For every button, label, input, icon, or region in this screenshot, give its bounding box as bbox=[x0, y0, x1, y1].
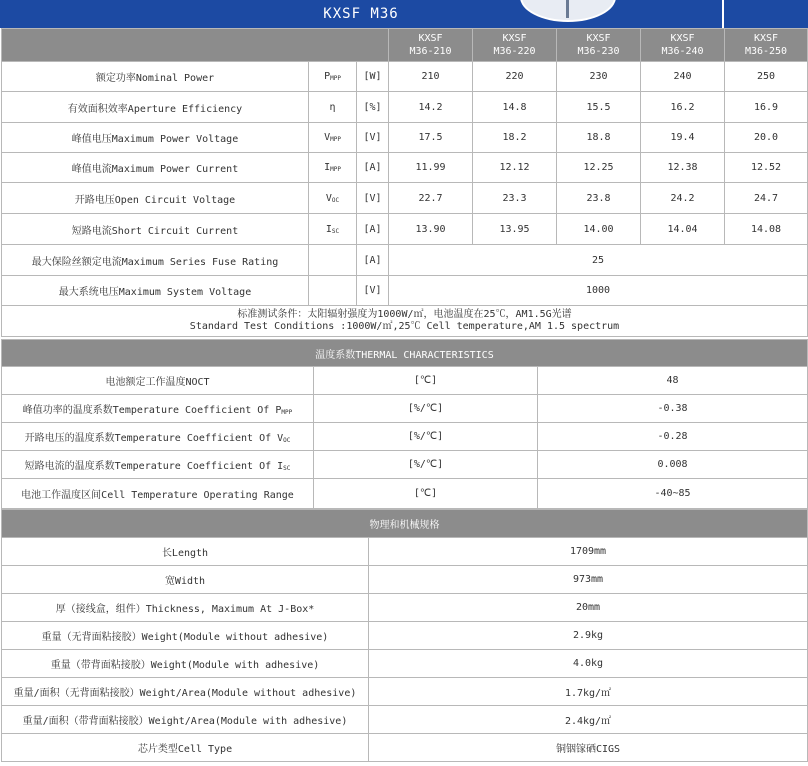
symbol-subscript: OC bbox=[283, 437, 291, 444]
model-header-line: KXSF bbox=[502, 33, 527, 44]
symbol-text: V bbox=[325, 192, 332, 204]
param-value bbox=[389, 183, 473, 214]
thermal-unit-text: [℃] bbox=[413, 375, 438, 386]
symbol-text: 电池工作温度区间Cell Temperature Operating Range bbox=[21, 490, 294, 501]
physical-value bbox=[369, 706, 808, 734]
param-value bbox=[557, 153, 641, 183]
symbol-text: 开路电压的温度系数Temperature Coefficient Of V bbox=[24, 433, 284, 444]
model-header-line: KXSF bbox=[418, 33, 443, 44]
physical-value bbox=[369, 678, 808, 706]
param-value-text: 14.04 bbox=[667, 223, 698, 235]
param-row bbox=[2, 62, 808, 92]
param-unit bbox=[357, 276, 389, 306]
param-label-text: 峰值电压Maximum Power Voltage bbox=[71, 134, 239, 145]
param-label bbox=[2, 153, 309, 183]
model-header-line: KXSF bbox=[670, 33, 695, 44]
param-unit bbox=[357, 214, 389, 245]
physical-label bbox=[2, 678, 369, 706]
param-value-text: 13.90 bbox=[415, 223, 446, 235]
param-unit bbox=[357, 92, 389, 123]
model-header bbox=[557, 29, 641, 62]
model-header-line: KXSF bbox=[753, 33, 779, 44]
model-header-line: M36-250 bbox=[744, 46, 788, 57]
thermal-value bbox=[538, 367, 808, 395]
param-unit-text: [%] bbox=[363, 101, 382, 113]
physical-row bbox=[2, 594, 808, 622]
param-label-text: 短路电流Short Circuit Current bbox=[71, 225, 239, 237]
physical-label-text: 重量/面积（无背面粘接胶）Weight/Area(Module without adhesive) bbox=[13, 688, 357, 699]
thermal-value-text: -0.38 bbox=[657, 403, 688, 414]
param-value-text: 19.4 bbox=[670, 132, 695, 143]
physical-row bbox=[2, 622, 808, 650]
param-value bbox=[641, 153, 725, 183]
models-row bbox=[2, 29, 808, 62]
thermal-value-text: 0.008 bbox=[657, 459, 688, 470]
physical-value bbox=[369, 594, 808, 622]
param-value-merged-text: 1000 bbox=[585, 285, 611, 296]
param-value bbox=[389, 153, 473, 183]
model-header bbox=[473, 29, 557, 62]
header-bar-right bbox=[724, 0, 808, 28]
test-conditions-en: Standard Test Conditions :1000W/㎡,25℃ Cell temperature,AM 1.5 spectrum bbox=[189, 321, 620, 332]
param-value-merged bbox=[389, 245, 808, 276]
symbol-text: I bbox=[325, 223, 332, 235]
physical-label bbox=[2, 734, 369, 762]
model-header bbox=[389, 29, 473, 62]
param-value bbox=[389, 92, 473, 123]
thermal-label bbox=[2, 451, 314, 479]
param-value bbox=[557, 183, 641, 214]
physical-row bbox=[2, 706, 808, 734]
physical-row bbox=[2, 538, 808, 566]
electrical-table bbox=[1, 28, 808, 337]
physical-label-text: 重量（无背面粘接胶）Weight(Module without adhesive) bbox=[41, 632, 329, 643]
param-value-text: 22.7 bbox=[418, 192, 443, 204]
symbol-text: η bbox=[329, 101, 336, 113]
param-value bbox=[473, 153, 557, 183]
physical-label bbox=[2, 594, 369, 622]
physical-value bbox=[369, 538, 808, 566]
param-symbol bbox=[309, 153, 357, 183]
param-value-text: 11.99 bbox=[415, 162, 446, 173]
thermal-label bbox=[2, 479, 314, 509]
param-value-text: 15.5 bbox=[586, 101, 611, 113]
thermal-section-title-text: 温度系数THERMAL CHARACTERISTICS bbox=[315, 349, 494, 361]
param-label bbox=[2, 92, 309, 123]
param-symbol bbox=[309, 183, 357, 214]
physical-value bbox=[369, 566, 808, 594]
param-unit bbox=[357, 153, 389, 183]
symbol-text: I bbox=[324, 162, 331, 173]
thermal-table bbox=[1, 339, 808, 509]
param-unit bbox=[357, 245, 389, 276]
param-value-text: 230 bbox=[589, 71, 608, 82]
physical-section-title-text: 物理和机械规格 bbox=[369, 520, 440, 531]
thermal-unit bbox=[314, 367, 538, 395]
param-value-text: 14.2 bbox=[418, 101, 443, 113]
symbol-text: 峰值功率的温度系数Temperature Coefficient Of P bbox=[22, 405, 282, 416]
param-row bbox=[2, 123, 808, 153]
param-symbol bbox=[309, 214, 357, 245]
param-value-text: 220 bbox=[505, 71, 524, 82]
symbol-text: P bbox=[324, 71, 331, 82]
param-value bbox=[725, 92, 808, 123]
param-value bbox=[473, 62, 557, 92]
header-title: KXSF M36 bbox=[0, 0, 722, 28]
param-label-text: 最大系统电压Maximum System Voltage bbox=[58, 287, 252, 298]
param-row bbox=[2, 92, 808, 123]
param-row bbox=[2, 183, 808, 214]
param-value-text: 24.7 bbox=[753, 192, 779, 204]
physical-label bbox=[2, 622, 369, 650]
thermal-value bbox=[538, 479, 808, 509]
param-value-text: 14.08 bbox=[750, 223, 782, 235]
model-header-line: KXSF bbox=[586, 33, 611, 44]
symbol-subscript: OC bbox=[331, 196, 340, 204]
thermal-row bbox=[2, 479, 808, 509]
physical-label-text: 重量/面积（带背面粘接胶）Weight/Area(Module with adhesive) bbox=[22, 716, 348, 727]
thermal-section-title bbox=[2, 340, 808, 367]
param-symbol bbox=[309, 92, 357, 123]
param-value bbox=[641, 214, 725, 245]
thermal-unit-text: [%/℃] bbox=[407, 403, 444, 414]
param-label bbox=[2, 214, 309, 245]
param-symbol bbox=[309, 245, 357, 276]
param-value bbox=[473, 214, 557, 245]
param-row bbox=[2, 153, 808, 183]
physical-value-text: 20mm bbox=[575, 602, 601, 613]
param-label-text: 峰值电流Maximum Power Current bbox=[71, 164, 239, 175]
physical-value-text: 2.9kg bbox=[572, 630, 604, 641]
physical-value bbox=[369, 734, 808, 762]
thermal-unit bbox=[314, 479, 538, 509]
param-value bbox=[473, 123, 557, 153]
physical-label-text: 芯片类型Cell Type bbox=[137, 744, 233, 755]
param-unit-text: [A] bbox=[363, 223, 382, 235]
symbol-subscript: MPP bbox=[330, 75, 341, 82]
physical-value-text: 973mm bbox=[572, 574, 604, 585]
param-unit-text: [A] bbox=[363, 254, 382, 266]
param-value-text: 16.9 bbox=[753, 101, 779, 113]
param-unit-text: [V] bbox=[363, 285, 382, 296]
thermal-value bbox=[538, 423, 808, 451]
param-value-merged-text: 25 bbox=[591, 254, 605, 266]
param-unit-text: [V] bbox=[363, 192, 382, 204]
param-unit-text: [W] bbox=[363, 71, 382, 82]
param-label bbox=[2, 123, 309, 153]
param-value-text: 210 bbox=[421, 71, 440, 82]
physical-value-text: 2.4kg/㎡ bbox=[564, 716, 612, 727]
param-value-text: 12.12 bbox=[499, 162, 530, 173]
model-header-line: M36-240 bbox=[661, 46, 704, 57]
param-value-text: 14.00 bbox=[583, 223, 614, 235]
param-value-text: 16.2 bbox=[670, 101, 695, 113]
param-label bbox=[2, 276, 309, 306]
param-value bbox=[389, 214, 473, 245]
thermal-label bbox=[2, 423, 314, 451]
param-value bbox=[641, 92, 725, 123]
physical-label-text: 重量（带背面粘接胶）Weight(Module with adhesive) bbox=[50, 660, 320, 671]
param-value-text: 250 bbox=[756, 71, 776, 82]
symbol-subscript: MPP bbox=[330, 136, 341, 143]
thermal-value bbox=[538, 451, 808, 479]
physical-value bbox=[369, 650, 808, 678]
symbol-subscript: MPP bbox=[330, 166, 341, 173]
physical-section-title bbox=[2, 510, 808, 538]
param-value bbox=[641, 62, 725, 92]
param-symbol bbox=[309, 62, 357, 92]
param-value bbox=[473, 92, 557, 123]
param-value-text: 12.25 bbox=[583, 162, 614, 173]
symbol-subscript: SC bbox=[331, 227, 340, 235]
physical-label bbox=[2, 566, 369, 594]
thermal-row bbox=[2, 395, 808, 423]
thermal-unit-text: [%/℃] bbox=[407, 459, 444, 470]
symbol-subscript: MPP bbox=[281, 409, 293, 416]
param-value bbox=[725, 153, 808, 183]
model-header-line: M36-230 bbox=[577, 46, 620, 57]
thermal-unit bbox=[314, 395, 538, 423]
thermal-row bbox=[2, 367, 808, 395]
param-value-text: 240 bbox=[673, 71, 692, 82]
physical-label bbox=[2, 538, 369, 566]
thermal-unit-text: [%/℃] bbox=[407, 431, 444, 442]
param-value bbox=[641, 123, 725, 153]
physical-row bbox=[2, 734, 808, 762]
physical-label-text: 宽Width bbox=[164, 576, 206, 587]
param-value bbox=[557, 62, 641, 92]
param-symbol bbox=[309, 276, 357, 306]
param-value bbox=[641, 183, 725, 214]
param-value-text: 23.3 bbox=[502, 192, 527, 204]
thermal-value-text: -40~85 bbox=[654, 488, 691, 499]
param-value-text: 13.95 bbox=[499, 223, 530, 235]
param-unit-text: [V] bbox=[363, 132, 382, 143]
param-value-text: 18.2 bbox=[502, 132, 527, 143]
param-value bbox=[725, 123, 808, 153]
param-value-text: 12.52 bbox=[750, 162, 782, 173]
thermal-unit bbox=[314, 423, 538, 451]
param-value-text: 23.8 bbox=[586, 192, 611, 204]
thermal-label bbox=[2, 367, 314, 395]
param-label bbox=[2, 245, 309, 276]
physical-label bbox=[2, 650, 369, 678]
param-value bbox=[725, 62, 808, 92]
param-label-text: 额定功率Nominal Power bbox=[95, 73, 215, 84]
param-label-text: 最大保险丝额定电流Maximum Series Fuse Rating bbox=[31, 256, 279, 268]
symbol-text: 电池额定工作温度NOCT bbox=[105, 377, 210, 388]
param-value bbox=[725, 214, 808, 245]
physical-value-text: 1.7kg/㎡ bbox=[564, 688, 612, 699]
param-value bbox=[389, 62, 473, 92]
param-value bbox=[557, 123, 641, 153]
param-label bbox=[2, 62, 309, 92]
thermal-unit bbox=[314, 451, 538, 479]
param-value-text: 17.5 bbox=[418, 132, 443, 143]
param-value bbox=[389, 123, 473, 153]
param-value-text: 14.8 bbox=[502, 101, 527, 113]
param-unit bbox=[357, 62, 389, 92]
param-label-text: 开路电压Open Circuit Voltage bbox=[74, 194, 236, 206]
physical-row bbox=[2, 678, 808, 706]
physical-row bbox=[2, 566, 808, 594]
param-value-text: 12.38 bbox=[667, 162, 698, 173]
param-label bbox=[2, 183, 309, 214]
thermal-value-text: -0.28 bbox=[657, 431, 688, 442]
thermal-value-text: 48 bbox=[666, 375, 679, 386]
param-label-text: 有效面积效率Aperture Efficiency bbox=[67, 103, 243, 115]
fuse-row bbox=[2, 245, 808, 276]
param-value bbox=[557, 92, 641, 123]
model-header-line: M36-210 bbox=[409, 46, 452, 57]
param-unit-text: [A] bbox=[363, 162, 382, 173]
physical-table bbox=[1, 509, 808, 762]
physical-title-row bbox=[2, 510, 808, 538]
thermal-value bbox=[538, 395, 808, 423]
physical-label-text: 长Length bbox=[161, 548, 209, 559]
thermal-row bbox=[2, 423, 808, 451]
model-header-line: M36-220 bbox=[493, 46, 536, 57]
test-conditions-note bbox=[2, 306, 808, 337]
physical-label-text: 厚（接线盒，组件）Thickness, Maximum At J-Box* bbox=[55, 604, 315, 615]
param-symbol bbox=[309, 123, 357, 153]
physical-value-text: 1709mm bbox=[569, 546, 607, 557]
physical-row bbox=[2, 650, 808, 678]
param-unit bbox=[357, 183, 389, 214]
param-row bbox=[2, 214, 808, 245]
test-conditions-cn: 标准测试条件：太阳辐射强度为1000W/㎡，电池温度在25℃，AM1.5G光谱 bbox=[237, 309, 572, 320]
param-value bbox=[473, 183, 557, 214]
param-value-text: 20.0 bbox=[753, 132, 779, 143]
blank-header-cell bbox=[2, 29, 389, 62]
physical-value-text: 铜铟镓硒CIGS bbox=[555, 744, 621, 755]
physical-label bbox=[2, 706, 369, 734]
symbol-text: 短路电流的温度系数Temperature Coefficient Of I bbox=[24, 461, 284, 472]
param-value bbox=[725, 183, 808, 214]
sysv-row bbox=[2, 276, 808, 306]
param-value-merged bbox=[389, 276, 808, 306]
test-conditions-row bbox=[2, 306, 808, 337]
thermal-title-row bbox=[2, 340, 808, 367]
thermal-unit-text: [℃] bbox=[413, 488, 438, 499]
param-value-text: 18.8 bbox=[586, 132, 611, 143]
thermal-label bbox=[2, 395, 314, 423]
physical-value bbox=[369, 622, 808, 650]
symbol-subscript: SC bbox=[283, 465, 291, 472]
param-unit bbox=[357, 123, 389, 153]
model-header bbox=[641, 29, 725, 62]
param-value bbox=[557, 214, 641, 245]
symbol-text: V bbox=[324, 132, 331, 143]
param-value-text: 24.2 bbox=[670, 192, 695, 204]
model-header bbox=[725, 29, 808, 62]
thermal-row bbox=[2, 451, 808, 479]
physical-value-text: 4.0kg bbox=[572, 658, 604, 669]
